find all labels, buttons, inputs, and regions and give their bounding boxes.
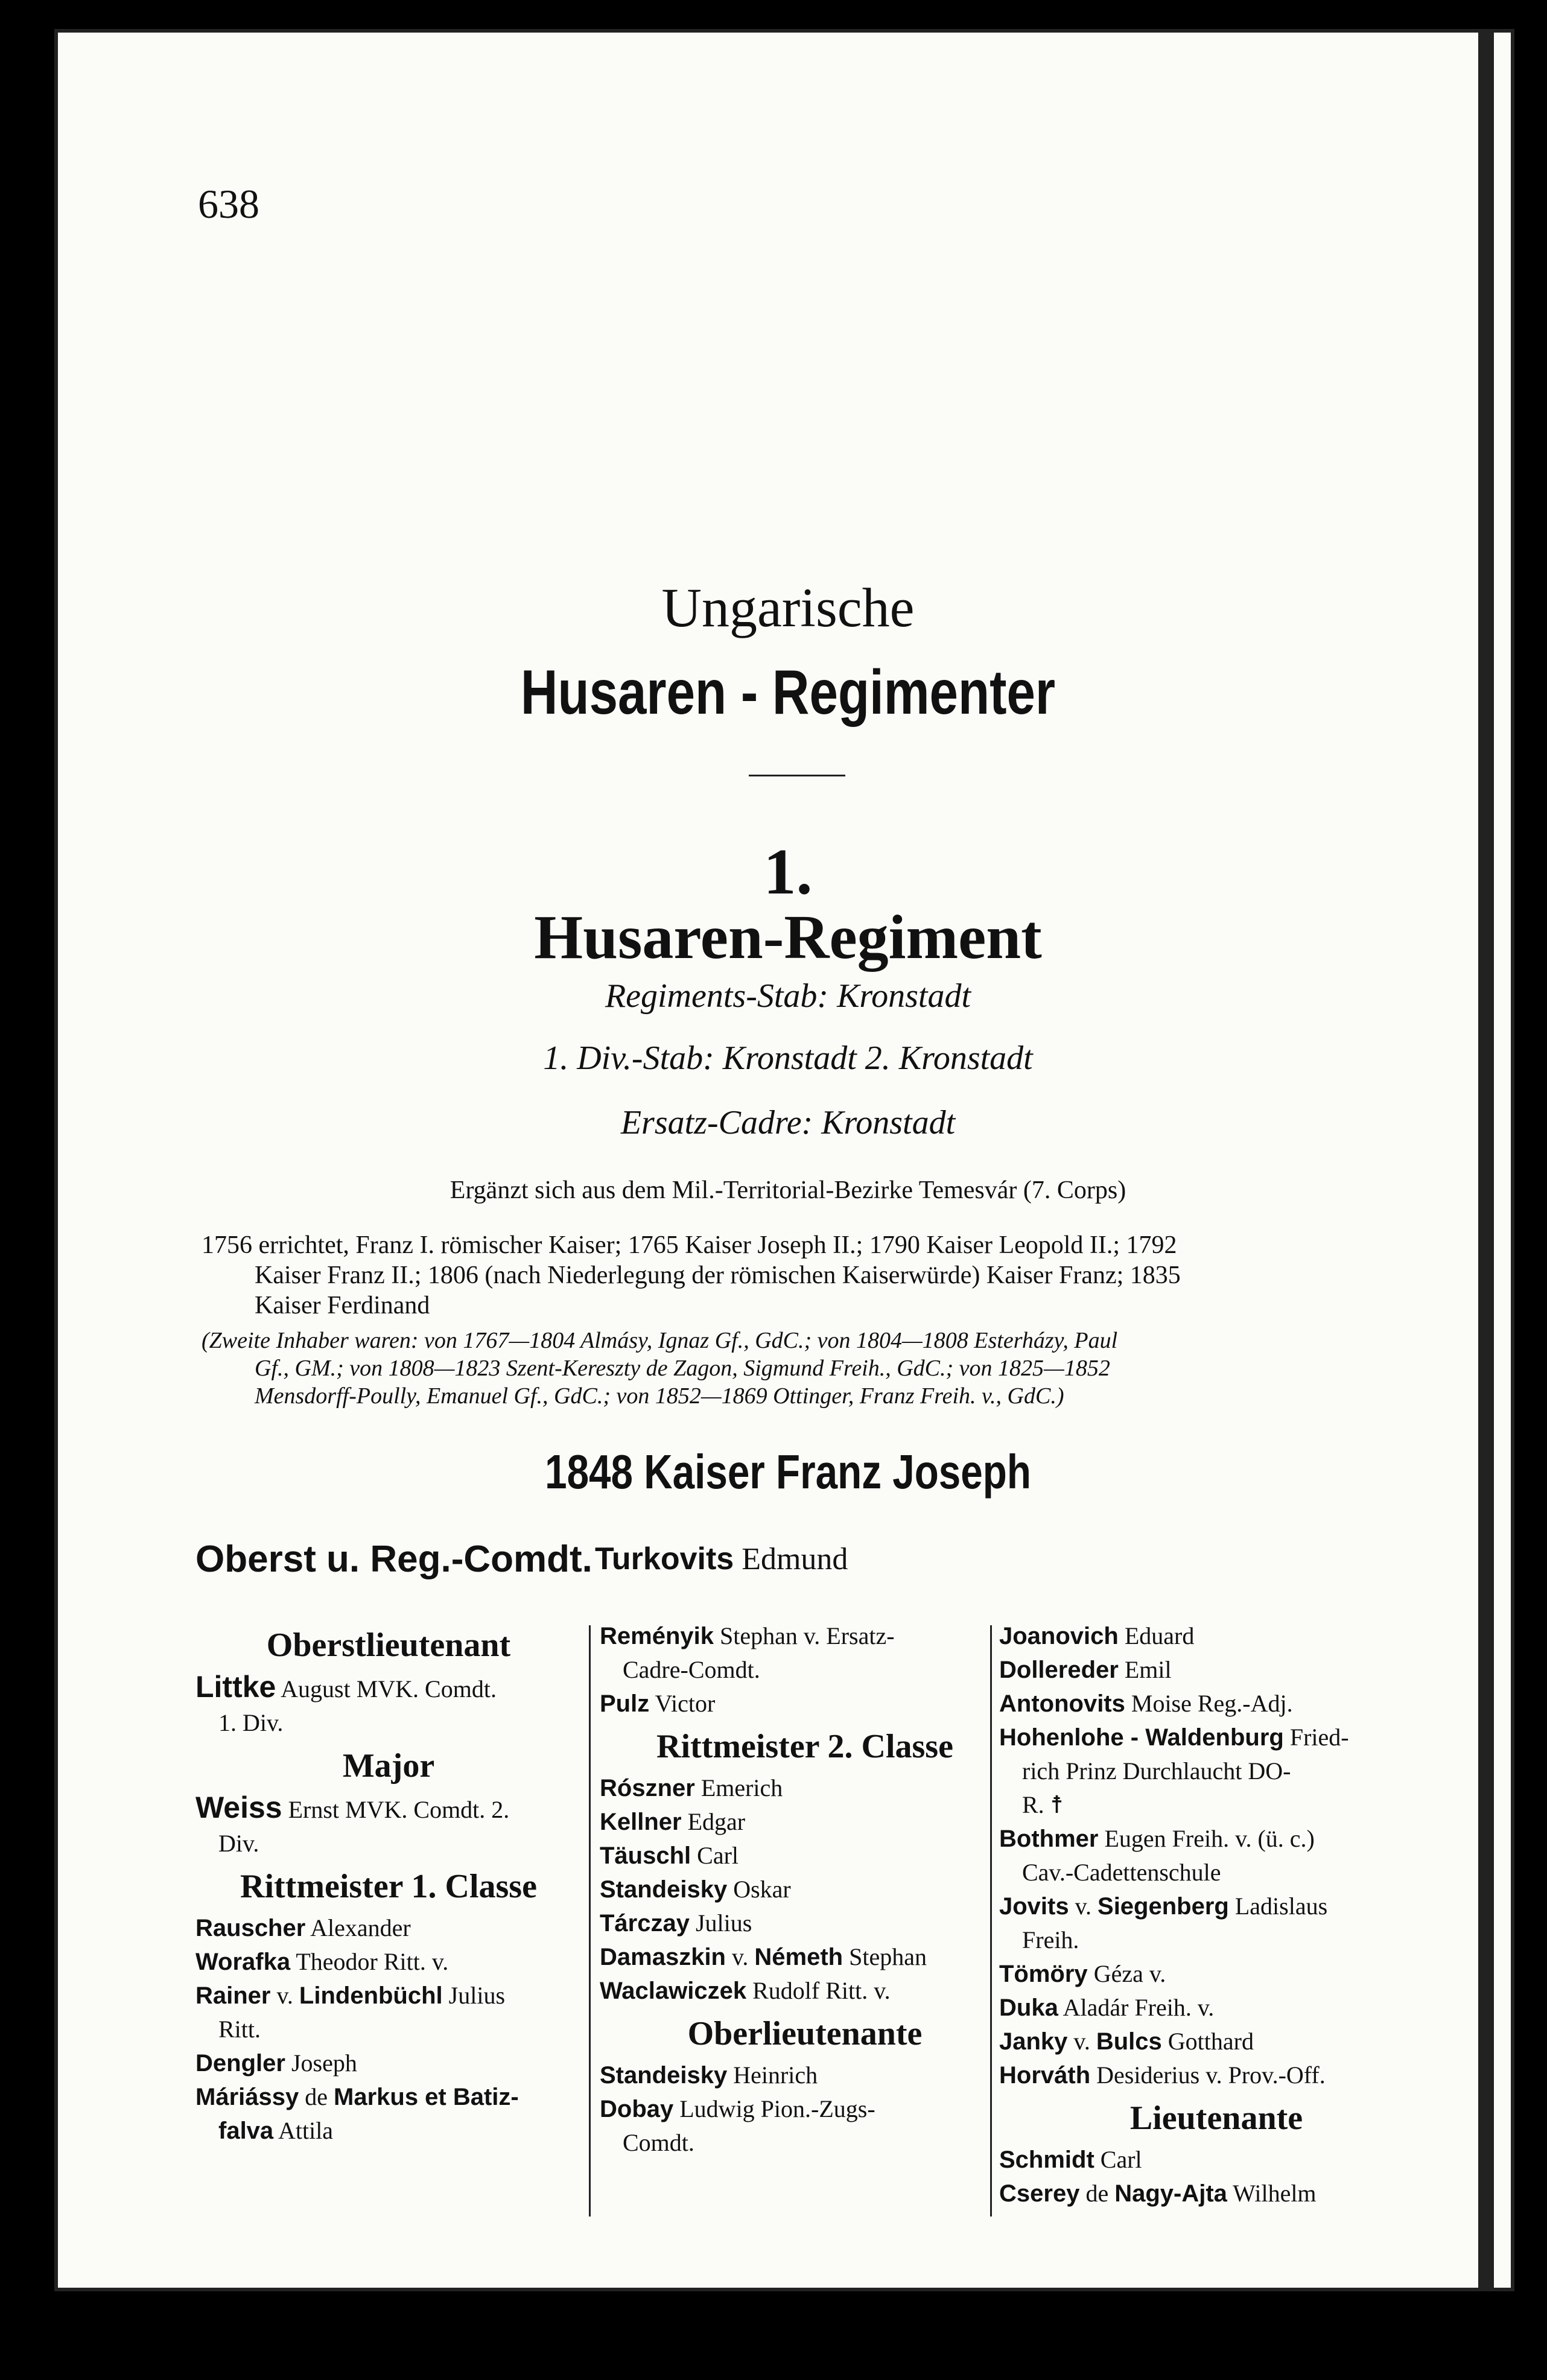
surname: Joanovich [999,1623,1119,1649]
entry-detail: v. [725,1943,755,1970]
entry-detail: Wilhelm [1227,2180,1317,2207]
commander-given-name: Edmund [742,1542,848,1576]
owners-line: Mensdorff-Poully, Emanuel Gf., GdC.; von 1852—1869 Ottinger, Franz Freih. v., GdC.) [255,1383,1064,1409]
owners-line: Gf., GM.; von 1808—1823 Szent-Kereszty de Zagon, Sigmund Freih., GdC.; von 1825—1852 [255,1356,1110,1381]
entry-detail: Eduard [1118,1622,1195,1649]
history-line: 1756 errichtet, Franz I. römischer Kaiser; 1765 Kaiser Joseph II.; 1790 Kaiser Leopold II.; 1792 [202,1231,1177,1259]
column-rule [589,1625,591,2217]
entry-detail: Julius [442,1982,506,2009]
roster-entry [600,1940,1010,1974]
surname: Dollereder [999,1657,1119,1683]
roster-entry [600,1974,1010,2008]
surname: Markus et Batiz- [334,2084,519,2110]
surname: Schmidt [999,2147,1094,2173]
entry-continuation [195,2114,582,2148]
roster-entry [600,2092,1010,2160]
entry-continuation: R. ☨ [1022,1791,1064,1818]
roster-entry [999,1619,1434,1653]
surname: Waclawiczek [600,1978,747,2004]
entry-detail: Stephan v. Ersatz- [713,1622,895,1649]
entry-continuation: Comdt. [623,2129,694,2156]
entry-detail: Alexander [305,1914,411,1941]
roster-entry [195,1670,582,1740]
roster-entry [999,1991,1434,2025]
roster-entry [600,1839,1010,1873]
surname: Bothmer [999,1826,1099,1852]
roster-column-2 [600,1619,1010,2160]
entry-detail: v. [1067,2028,1096,2055]
surname: Rószner [600,1775,695,1801]
rank-heading-lieutenante: Lieutenante [1129,2099,1303,2137]
title-divider [749,775,845,776]
roster-entry [999,2025,1434,2058]
roster-entry [999,1957,1434,1991]
commander-name [595,1541,848,1577]
roster-entry [999,1890,1434,1957]
roster-entry [999,2177,1434,2210]
rank-heading-oberlieutenante: Oberlieutenante [687,2015,923,2052]
roster-entry [195,1791,582,1861]
entry-detail: v. [270,1982,299,2009]
entry-detail: Stephan [843,1943,927,1970]
entry-detail: Heinrich [727,2061,818,2089]
surname: Bulcs [1096,2028,1162,2055]
surname: Máriássy [195,2084,299,2110]
roster-column-3 [999,1619,1434,2210]
surname: Täuschl [600,1842,691,1869]
surname: Nagy-Ajta [1114,2180,1227,2207]
entry-detail: Theodor Ritt. v. [290,1948,449,1975]
surname: Weiss [195,1791,282,1824]
ersatz-cadre-line: Ersatz-Cadre: Kronstadt [620,1104,956,1141]
entry-detail: de [299,2083,334,2110]
regiment-name: Husaren-Regiment [534,903,1042,972]
surname: falva [218,2118,274,2144]
entry-detail: Gotthard [1161,2028,1254,2055]
surname: Duka [999,1994,1058,2021]
regiments-stab-line: Regiments-Stab: Kronstadt [605,977,971,1015]
roster-entry [999,1721,1434,1822]
roster-entry [600,2058,1010,2092]
entry-detail: Emil [1118,1656,1172,1683]
history-line: Kaiser Franz II.; 1806 (nach Niederlegung der römischen Kaiserwürde) Kaiser Franz; 1835 [255,1261,1181,1289]
roster-entry [999,2143,1434,2177]
roster-entry [999,2058,1434,2092]
entry-detail: Julius [689,1909,752,1937]
entry-continuation: Div. [218,1830,259,1857]
history-paragraph [202,1230,1381,1321]
surname: Standeisky [600,2062,728,2089]
scanned-page [54,29,1514,2291]
entry-detail: Carl [691,1842,739,1869]
entry-detail: Eugen Freih. v. (ü. c.) [1098,1825,1315,1852]
surname: Tömöry [999,1961,1088,1987]
roster-entry [600,1873,1010,1906]
entry-detail: Desiderius v. Prov.-Off. [1090,2061,1326,2089]
heading-ungarische: Ungarische [661,577,915,638]
entry-continuation: 1. Div. [218,1709,284,1736]
roster-entry [195,1911,582,1945]
entry-detail: v. [1069,1893,1098,1920]
surname: Antonovits [999,1690,1125,1717]
surname: Worafka [195,1949,291,1975]
roster-entry [600,1906,1010,1940]
second-owners-paragraph [202,1327,1381,1410]
entry-detail: Moise Reg.-Adj. [1125,1690,1293,1717]
entry-detail: Carl [1094,2146,1142,2173]
owners-line: (Zweite Inhaber waren: von 1767—1804 Almásy, Ignaz Gf., GdC.; von 1804—1808 Esterházy, Paul [202,1328,1118,1353]
entry-detail: Aladár Freih. v. [1058,1994,1215,2021]
regiment-chief-heading: 1848 Kaiser Franz Joseph [545,1445,1031,1499]
roster-entry [195,1945,582,1979]
entry-continuation: Freih. [1022,1926,1079,1953]
roster-entry [600,1619,1010,1687]
entry-detail: Edgar [681,1808,746,1835]
surname: Kellner [600,1809,682,1835]
roster-entry [195,1979,582,2046]
entry-detail: August MVK. Comdt. [276,1675,497,1702]
surname: Standeisky [600,1876,728,1903]
entry-continuation: Cav.-Cadettenschule [1022,1859,1221,1886]
surname: Dengler [195,2050,285,2077]
roster-entry [999,1687,1434,1721]
page-number: 638 [198,181,259,227]
roster-entry [195,2046,582,2080]
entry-detail: Ludwig Pion.-Zugs- [673,2095,875,2122]
entry-detail: Victor [649,1690,716,1717]
surname: Janky [999,2028,1068,2055]
entry-detail: Oskar [727,1876,791,1903]
roster-entry [600,1771,1010,1805]
entry-detail: Ernst MVK. Comdt. 2. [282,1796,510,1823]
surname: Cserey [999,2180,1080,2207]
history-line: Kaiser Ferdinand [255,1292,430,1319]
entry-detail: Joseph [285,2049,357,2077]
heading-husaren-regimenter: Husaren - Regimenter [520,658,1056,728]
surname: Hohenlohe - Waldenburg [999,1724,1284,1751]
roster-entry [999,1822,1434,1890]
surname: Tárczay [600,1910,690,1937]
entry-detail: Fried- [1283,1724,1349,1751]
entry-detail: Géza v. [1087,1960,1166,1987]
entry-continuation: Ritt. [218,2016,261,2043]
surname: Damaszkin [600,1944,726,1970]
roster-column-1 [195,1619,582,2148]
commander-surname: Turkovits [595,1541,734,1576]
entry-detail: de [1079,2180,1115,2207]
entry-detail: Emerich [694,1774,783,1801]
roster-entry [999,1653,1434,1687]
surname: Rauscher [195,1915,306,1941]
surname: Rainer [195,1982,271,2009]
surname: Németh [754,1944,843,1970]
roster-entry [600,1805,1010,1839]
roster-entry [195,2080,582,2148]
rank-heading-rittmeister-2: Rittmeister 2. Classe [656,1728,953,1765]
surname: Dobay [600,2096,674,2122]
surname: Jovits [999,1893,1069,1920]
surname: Horváth [999,2062,1091,2089]
rank-heading-major: Major [342,1747,435,1785]
regiment-number: 1. [763,836,813,908]
commander-rank: Oberst u. Reg.-Comdt. [195,1538,592,1580]
rank-heading-rittmeister-1: Rittmeister 1. Classe [240,1868,537,1905]
entry-continuation: rich Prinz Durchlaucht DO- [1022,1757,1291,1785]
page-edge-shadow [1478,33,1494,2291]
entry-detail: Rudolf Ritt. v. [746,1977,891,2004]
rank-heading-oberstlieutenant: Oberstlieutenant [266,1626,511,1664]
division-stab-line: 1. Div.-Stab: Kronstadt 2. Kronstadt [543,1039,1033,1077]
entry-continuation: Cadre-Comdt. [623,1656,760,1683]
surname: Littke [195,1670,276,1704]
recruitment-district-line: Ergänzt sich aus dem Mil.-Territorial-Bezirke Temesvár (7. Corps) [449,1176,1126,1204]
surname: Pulz [600,1690,650,1717]
surname: Siegenberg [1098,1893,1229,1920]
entry-detail: Ladislaus [1228,1893,1328,1920]
surname: Lindenbüchl [299,1982,443,2009]
entry-detail: Attila [273,2117,334,2144]
roster-entry [600,1687,1010,1721]
surname: Reményik [600,1623,714,1649]
